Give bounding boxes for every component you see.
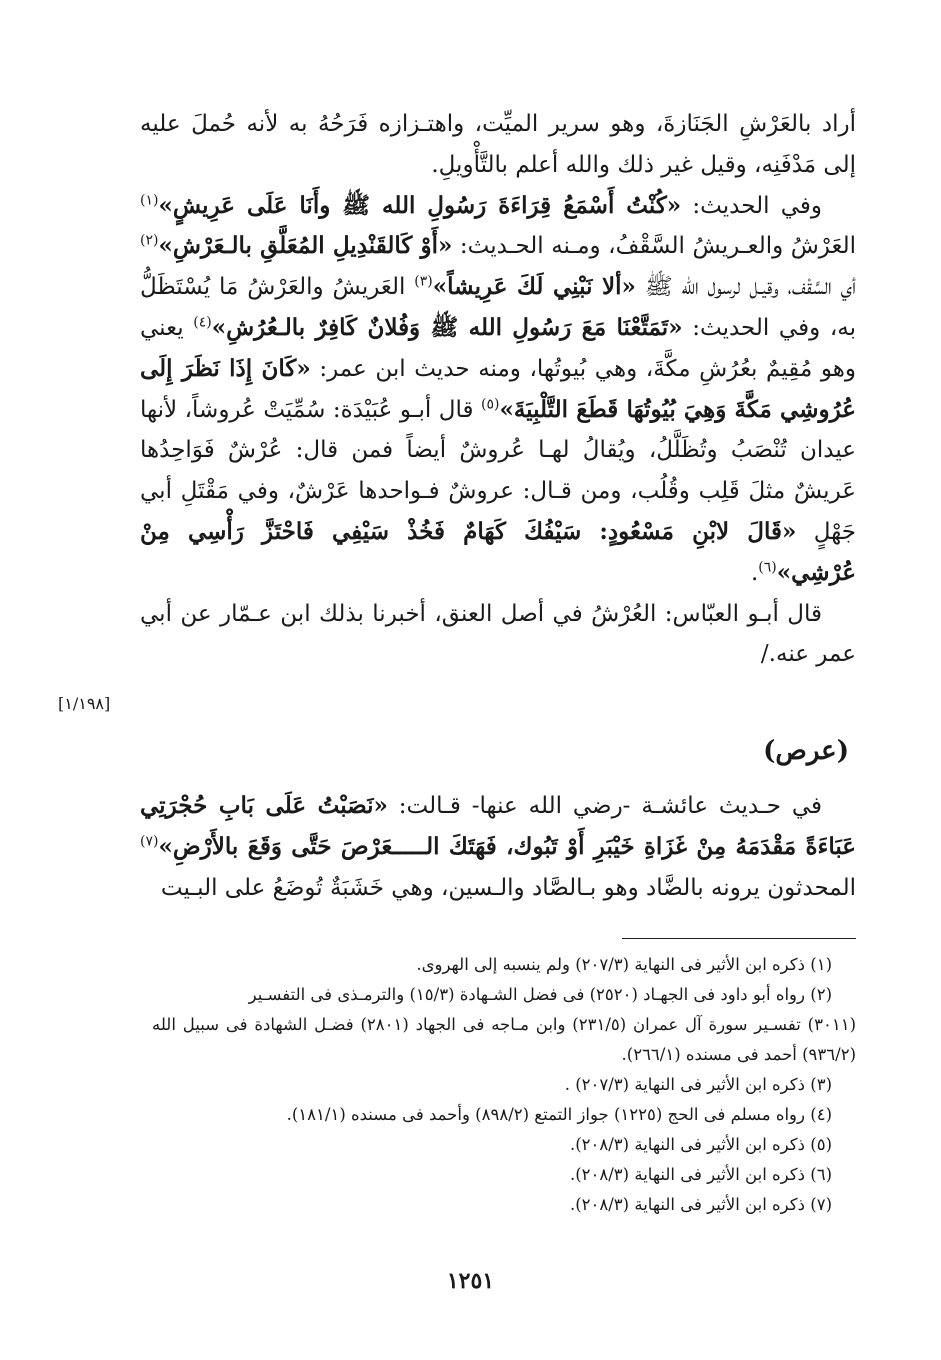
hadith-quote: «أَوْ كَالقَنْدِيلِ المُعَلَّقِ بالـعَرْشِ»	[158, 232, 453, 260]
footnotes	[152, 950, 856, 1220]
footnote-ref: (٣)	[414, 273, 433, 290]
footnote-ref: (٧)	[140, 833, 159, 850]
text: أي السَّقْف، وقيـل لرسول الله ﷺ	[635, 274, 856, 301]
footnote-ref: (٥)	[481, 395, 500, 412]
entry-heading: (عرص)	[763, 736, 849, 766]
footnote-1: (١) ذكره ابن الأثير فى النهاية (٢٠٧/٣) ولم ينسبه إلى الهروى.	[416, 955, 832, 974]
footnote-divider	[622, 938, 856, 939]
hadith-quote: «ألا نَبْنِي لَكَ عَرِيشاً»	[432, 273, 636, 301]
text: يعني وهو مُقِيمٌ بعُرُشِ مكَّةَ، وهي بُيوتُها، ومنه حديث ابن عمر:	[140, 314, 856, 382]
paragraph-4	[140, 786, 856, 908]
hadith-quote: «قَالَ لابْنِ مَسْعُودٍ: سَيْفُكَ كَهَامٌ فَخُذْ سَيْفِي فَاحْتَزَّ رَأْسِي مِنْ عُرْشِي»	[140, 517, 856, 586]
footnote-7: (٧) ذكره ابن الأثير فى النهاية (٢٠٨/٣).	[569, 1195, 832, 1214]
text: العَريشُ والعَرْشُ مَا يُسْتَظَلُّ به، وفي الحديث:	[140, 274, 857, 341]
main-text	[140, 104, 856, 675]
footnote-6: (٦) ذكره ابن الأثير فى النهاية (٢٠٨/٣).	[569, 1165, 832, 1184]
text: .	[750, 559, 759, 586]
text: المحدثون يرونه بالضَّاد وهو بـالصَّاد والـسين، وهي خَشَبَةٌ تُوضَعُ على البـيت	[160, 874, 856, 901]
footnote-ref: (٦)	[758, 559, 777, 576]
hadith-quote: «نَصَبْتُ عَلَى بَابِ حُجْرَتِي عَبَاءَةً مَقْدَمَهُ مِنْ غَزَاةِ خَيْبَرِ أَوْ تَبُوك، فَهَتَكَ الـــــعَرْصَ حَتَّى وَقَعَ بالأَرْضِ»	[140, 792, 856, 860]
page-number: ١٢٥١	[446, 1268, 495, 1294]
text: في حـديث عائشـة -رضي الله عنها- قـالت:	[387, 793, 822, 819]
text: قال أبـو عُبَيْدَة: سُمِّيَتْ عُروشاً، لأنها عيدان تُنْصَبُ وتُظَلَّلُ، ويُقالُ لهـا عُروشٌ أيضاً فمن قال: عُرْشٌ فَوَاحِدُها عَريشٌ مثلَ قَلِب وقُلُب، ومن قـال: عروشٌ فـواحدها عَرْشٌ، وفي مَقْتَلِ أبي جَهْلٍ	[140, 396, 857, 545]
text: العَرْشُ والعـريشُ السَّقْفُ، ومـنه الحـديث:	[452, 233, 856, 260]
footnote-4: (٤) رواه مسلم فى الحج (١٢٢٥) جواز التمتع (٨٩٨/٢) وأحمد فى مسنده (١٨١/١).	[286, 1105, 832, 1124]
footnote-3: (٣) ذكره ابن الأثير فى النهاية (٢٠٧/٣) .	[564, 1075, 832, 1094]
paragraph-1: أراد بالعَرْشِ الجَنَازةَ، وهو سرير الميِّت، واهتـزازه فَرَحُهُ به لأنه حُملَ عليه إلى مَدْفَنِه، وقيل غير ذلك والله أعلم بالتَّأْويلِ.	[140, 111, 856, 178]
footnote-5: (٥) ذكره ابن الأثير فى النهاية (٢٠٨/٣).	[569, 1135, 832, 1154]
hadith-quote: «تَمَتَّعْنَا مَعَ رَسُولِ الله ﷺ وَفُلانٌ كَافِرٌ بالـعُرُشِ»	[211, 313, 683, 341]
hadith-quote: «كُنْتُ أَسْمَعُ قِرَاءَةَ رَسُولِ الله ﷺ وأَنَا عَلَى عَرِيشٍ»	[158, 191, 682, 219]
footnote-2: (٢) رواه أبو داود فى الجهـاد (٢٥٢٠) فى فضل الشـهادة (١٥/٣) والترمـذى فى التفسـير	[248, 985, 832, 1004]
footnote-ref: (٢)	[140, 232, 159, 249]
hadith-quote: «كَانَ إِذَا نَظَرَ إِلَى عُرُوشِي مَكَّةَ وَهِيَ بُيُوتُهَا قَطَعَ التَّلْبِيَةَ»	[140, 354, 856, 423]
margin-reference: [١/١٩٨]	[58, 694, 111, 713]
text: وفي الحديث:	[681, 192, 823, 219]
paragraph-2	[140, 186, 856, 594]
footnote-2-continued: (٣٠١١) تفسـير سورة آل عمران (٢٣١/٥) وابن مـاجه فى الجهاد (٢٨٠١) فضـل الشهادة فى سبيل الله (٩٣٦/٢) أحمد فى مسنده (٢٦٦/١).	[152, 1015, 856, 1064]
main-text-2	[140, 786, 856, 908]
footnote-ref: (٤)	[193, 314, 212, 331]
paragraph-3: قال أبـو العبّاس: العُرْشُ في أصل العنق، أخبرنا بذلك ابن عـمّار عن أبي عمر عنه./	[140, 600, 856, 668]
footnote-ref: (١)	[140, 191, 159, 208]
